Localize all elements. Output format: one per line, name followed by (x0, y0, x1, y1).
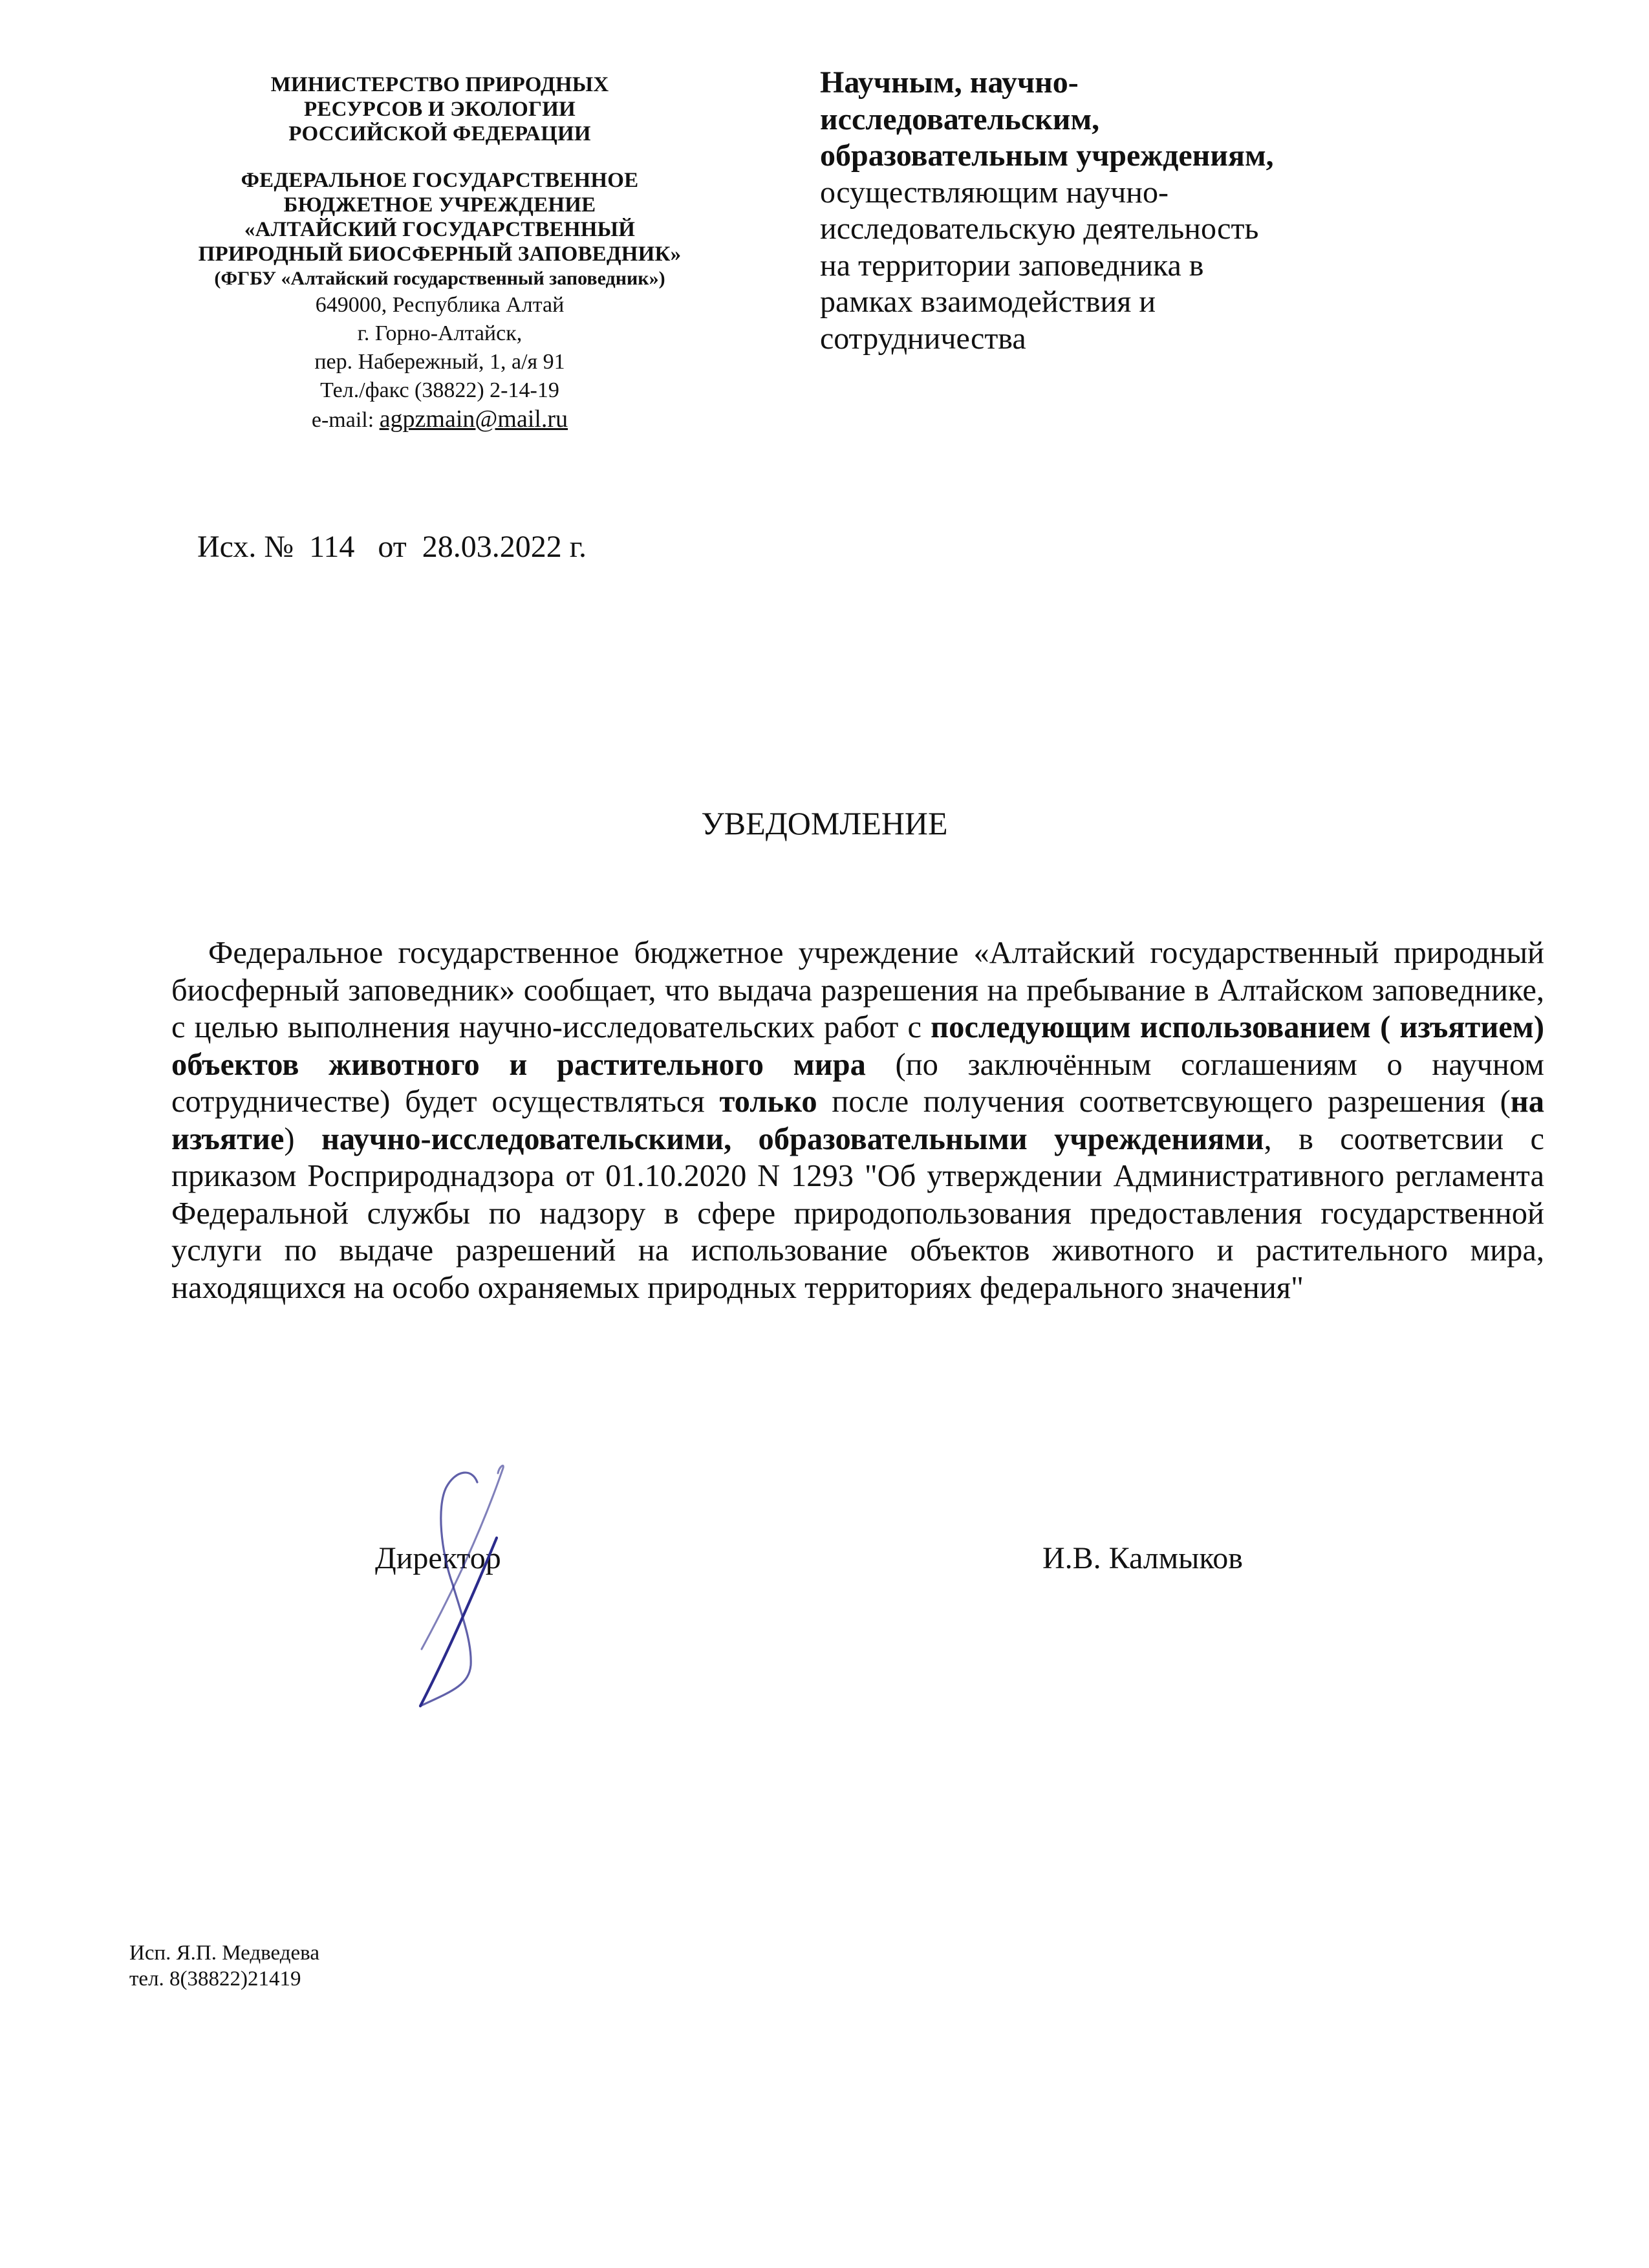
addressee-line: рамках взаимодействия и (820, 285, 1156, 319)
body-text-bold: последующим использованием ( изъятием) объектов животного и растительного мира (171, 1010, 1544, 1082)
body-text: ( (1500, 1085, 1511, 1119)
executor-name: Исп. Я.П. Медведева (129, 1941, 319, 1965)
handwritten-signature-icon (388, 1449, 647, 1720)
addressee-line: на территории заповедника в (820, 248, 1204, 283)
executor-block (129, 1940, 319, 1992)
notice-body (171, 934, 1544, 1306)
addressee-line: исследовательскую деятельность (820, 211, 1259, 246)
addressee-line: сотрудничества (820, 321, 1026, 356)
institution-line: ПРИРОДНЫЙ БИОСФЕРНЫЙ ЗАПОВЕДНИК» (198, 243, 682, 266)
ministry-line: РОССИЙСКОЙ ФЕДЕРАЦИИ (288, 122, 591, 146)
address-line: 649000, Республика Алтай (315, 293, 565, 317)
institution-line: БЮДЖЕТНОЕ УЧРЕЖДЕНИЕ (283, 193, 596, 217)
document-title: УВЕДОМЛЕНИЕ (701, 805, 948, 841)
body-text: ) (284, 1121, 321, 1156)
executor-phone: тел. 8(38822)21419 (129, 1967, 301, 1991)
addressee-bold-line: образовательным учреждениям, (820, 138, 1274, 173)
outgoing-reference: Исх. № 114 от 28.03.2022 г. (197, 530, 587, 564)
address-line: пер. Набережный, 1, а/я 91 (314, 350, 565, 374)
body-text-bold: научно-исследовательскими, образовательными учреждениями (321, 1121, 1264, 1156)
addressee-bold-line: исследовательским, (820, 102, 1100, 136)
ministry-line: РЕСУРСОВ И ЭКОЛОГИИ (304, 98, 576, 121)
addressee-block (820, 65, 1467, 357)
addressee-bold-line: Научным, научно- (820, 65, 1079, 100)
body-text: (по заключённым соглашениям о научном сотрудничестве) будет осуществляться (171, 1047, 1544, 1119)
letterhead (116, 72, 763, 435)
institution-line: ФЕДЕРАЛЬНОЕ ГОСУДАРСТВЕННОЕ (241, 169, 639, 192)
email-label: e-mail: (311, 408, 380, 432)
addressee-line: осуществляющим научно- (820, 175, 1169, 210)
email-link[interactable]: agpzmain@mail.ru (379, 405, 568, 433)
body-text: Федеральное государственное бюджетное учреждение «Алтайский государственный природный биосферный заповедник» сообщает, что выдача разрешения на пребывание в Алтайском заповеднике, с целью выполнения научно-исследовательских работ с (171, 936, 1544, 1044)
ministry-line: МИНИСТЕРСТВО ПРИРОДНЫХ (270, 73, 609, 96)
institution-short-name: (ФГБУ «Алтайский государственный заповедник») (214, 268, 665, 289)
phone-fax-line: Тел./факс (38822) 2-14-19 (320, 378, 559, 402)
institution-line: «АЛТАЙСКИЙ ГОСУДАРСТВЕННЫЙ (244, 218, 636, 241)
body-text-bold: на изъятие (171, 1085, 1544, 1156)
email-line (116, 405, 763, 435)
body-text: после получения соответсвующего разрешения (817, 1085, 1500, 1119)
signatory-role: Директор (375, 1541, 501, 1575)
body-text-bold: только (719, 1085, 817, 1119)
signatory-name: И.В. Калмыков (1042, 1541, 1243, 1575)
address-line: г. Горно-Алтайск, (357, 321, 523, 345)
body-text: , в соответсвии с приказом Росприроднадзора от 01.10.2020 N 1293 "Об утверждении Административного регламента Федеральной службы по надзору в сфере природопользования предоставления государственной услуги по выдаче разрешений на использование объектов животного и растительного мира, находящихся на особо охраняемых природных территориях федерального значения" (171, 1121, 1544, 1305)
